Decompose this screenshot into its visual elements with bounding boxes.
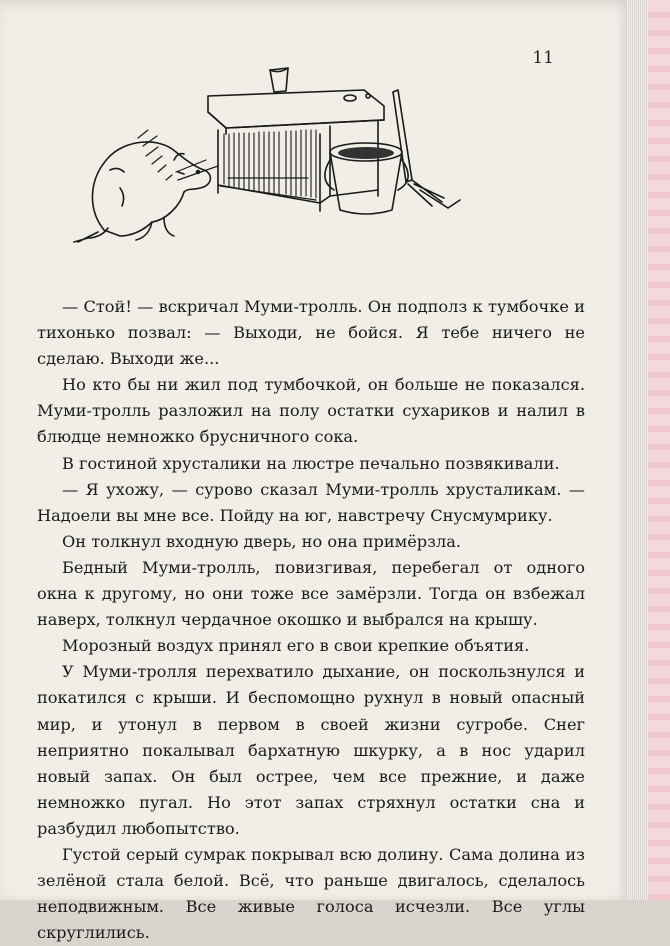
paragraph: В гостиной хрусталики на люстре печально позвякивали. bbox=[62, 453, 560, 473]
paragraph: Бедный Муми-тролль, повизгивая, перебегал от одного окна к другому, но они тоже все замёрзли. Тогда он взбежал наверх, толкнул чердачное окошко и выбрался на крышу. bbox=[37, 557, 585, 630]
cabinet-top bbox=[208, 90, 384, 128]
paragraph: Густой серый сумрак покрывал всю долину. Сама долина из зелёной стала белой. Всё, что раньше двигалось, сделалось неподвижным. Все живые голоса исчезли. Все углы скруглились. bbox=[37, 844, 585, 943]
paragraph: Он толкнул входную дверь, но она примёрзла. bbox=[62, 531, 462, 551]
moomin-cabinet-illustration bbox=[48, 60, 478, 260]
bookmark-edge bbox=[648, 0, 670, 900]
paragraph: — Я ухожу, — сурово сказал Муми-тролль хрусталикам. — Надоели вы мне все. Пойду на юг, навстречу Снусмумрику. bbox=[37, 479, 585, 525]
paragraph: У Муми-тролля перехватило дыхание, он поскользнулся и покатился с крыши. И беспомощно рухнул в новый опасный мир, и утонул в первом в своей жизни сугробе. Снег неприятно покалывал бархатную шкурку, а в нос ударил новый запах. Он был острее, чем все прежние, и даже немножко пугал. Но этот запах стряхнул остатки сна и разбудил любопытство. bbox=[37, 662, 585, 838]
paragraph: Морозный воздух принял его в свои крепкие объятия. bbox=[62, 636, 530, 656]
paragraph: Но кто бы ни жил под тумбочкой, он больше не показался. Муми-тролль разложил на полу остатки сухариков и налил в блюдце немножко брусничного сока. bbox=[37, 375, 585, 447]
broom bbox=[393, 90, 412, 182]
page-number: 11 bbox=[532, 48, 554, 68]
paragraph: — Стой! — вскричал Муми-тролль. Он подполз к тумбочке и тихонько позвал: — Выходи, не бойся. Я тебе ничего не сделаю. Выходи же... bbox=[37, 297, 585, 369]
body-text bbox=[37, 294, 585, 946]
